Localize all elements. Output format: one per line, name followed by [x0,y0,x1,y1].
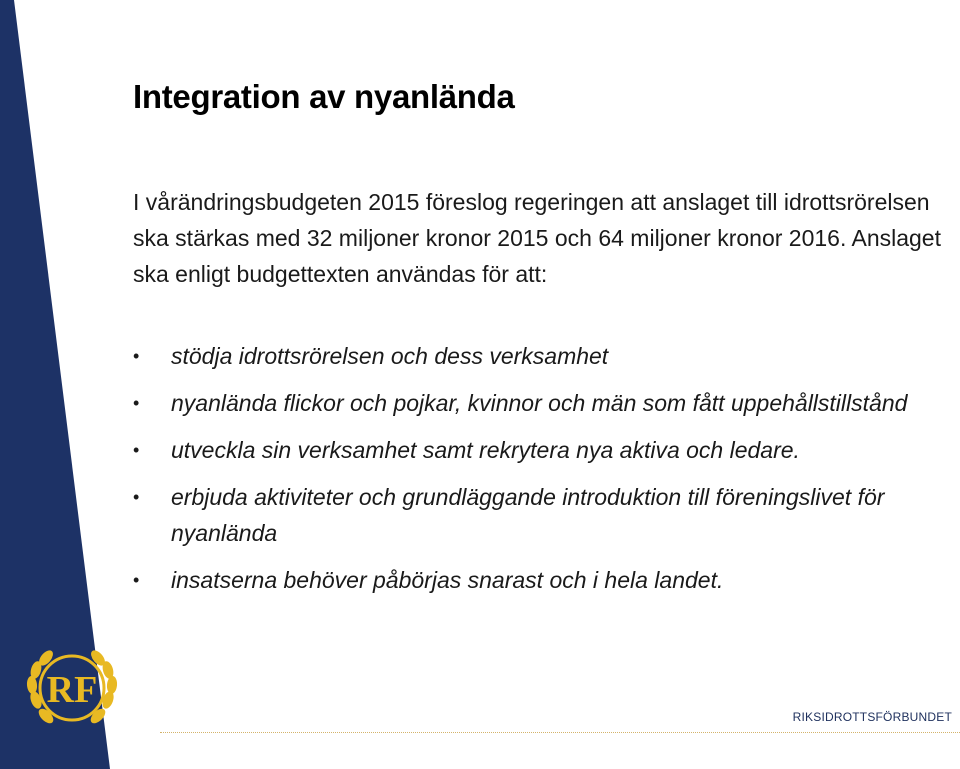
bullet-text: insatserna behöver påbörjas snarast och i hela landet. [171,567,724,593]
bullet-item [133,385,953,421]
bullet-icon: • [133,487,140,507]
bullet-icon: • [133,393,140,413]
bullet-item [133,432,953,468]
footer-divider [160,732,960,733]
bullet-icon: • [133,570,140,590]
bullet-icon: • [133,440,140,460]
bullet-icon: • [133,346,140,366]
bullet-item [133,338,953,374]
bullet-list [133,338,953,609]
slide-title: Integration av nyanlända [133,78,515,115]
rf-logo [22,640,122,740]
svg-text:RF: RF [46,669,98,711]
bullet-item [133,562,953,598]
bullet-text: nyanlända flickor och pojkar, kvinnor och män som fått uppehållstillstånd [171,390,908,416]
intro-paragraph: I vårändringsbudgeten 2015 föreslog regeringen att anslaget till idrottsrörelsen ska stärkas med 32 miljoner kronor 2015 och 64 miljoner kronor 2016. Anslaget ska enligt budgettexten användas för att: [133,189,941,287]
bullet-text: stödja idrottsrörelsen och dess verksamhet [171,343,609,369]
bullet-text: utveckla sin verksamhet samt rekrytera nya aktiva och ledare. [171,437,800,463]
footer-brand: RIKSIDROTTSFÖRBUNDET [792,710,952,724]
bullet-text: erbjuda aktiviteter och grundläggande introduktion till föreningslivet för nyanlända [171,484,885,546]
bullet-item [133,479,953,551]
